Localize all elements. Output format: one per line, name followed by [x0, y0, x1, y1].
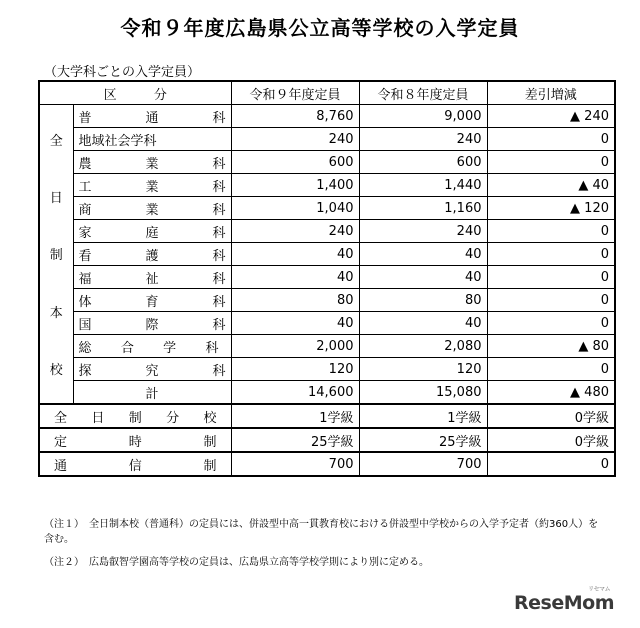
cell-r9: 8,760	[231, 105, 359, 128]
cell-r8: 600	[359, 151, 487, 174]
cell-r9: 40	[231, 312, 359, 335]
cell-r9: 2,000	[231, 335, 359, 358]
table-row	[39, 335, 615, 358]
cell-diff: ▲ 240	[487, 105, 615, 128]
table-row	[39, 358, 615, 381]
table-row	[39, 174, 615, 197]
table-row	[39, 105, 615, 128]
table-row	[39, 197, 615, 220]
row-label: 工 業 科	[73, 174, 231, 197]
note-2: （注２） 広島叡智学園高等学校の定員は、広島県立高等学校学則により別に定める。	[44, 557, 429, 568]
cell-r9: 240	[231, 220, 359, 243]
table-row	[39, 266, 615, 289]
cell-r8: 700	[359, 452, 487, 476]
logo-kana: リセマム	[588, 586, 610, 593]
table-row	[39, 243, 615, 266]
row-label: 普 通 科	[73, 105, 231, 128]
cell-r9: 120	[231, 358, 359, 381]
total-diff: ▲ 480	[487, 381, 615, 405]
cell-r8: 9,000	[359, 105, 487, 128]
total-label: 計	[73, 381, 231, 405]
table-row	[39, 404, 615, 428]
cell-r9: 1学級	[231, 404, 359, 428]
row-label: 体 育 科	[73, 289, 231, 312]
cell-r9: 700	[231, 452, 359, 476]
table-row	[39, 128, 615, 151]
table-row	[39, 289, 615, 312]
row-label: 地域社会学科	[73, 128, 231, 151]
cell-r8: 40	[359, 266, 487, 289]
row-label: 定 時 制	[39, 428, 231, 452]
cell-diff: 0	[487, 151, 615, 174]
cell-diff: 0	[487, 266, 615, 289]
cell-r8: 25学級	[359, 428, 487, 452]
cell-r9: 1,040	[231, 197, 359, 220]
header-r8: 令和８年度定員	[359, 81, 487, 105]
cell-diff: 0	[487, 128, 615, 151]
cell-r9: 600	[231, 151, 359, 174]
table-row	[39, 312, 615, 335]
row-label: 通 信 制	[39, 452, 231, 476]
header-row	[39, 81, 615, 105]
cell-r8: 40	[359, 312, 487, 335]
row-label: 農 業 科	[73, 151, 231, 174]
cell-r9: 25学級	[231, 428, 359, 452]
enrollment-table	[38, 80, 616, 477]
cell-r8: 80	[359, 289, 487, 312]
cell-r9: 40	[231, 243, 359, 266]
row-label: 総 合 学 科	[73, 335, 231, 358]
cell-r8: 240	[359, 220, 487, 243]
header-r9: 令和９年度定員	[231, 81, 359, 105]
table-subtitle: （大学科ごとの入学定員）	[44, 65, 201, 80]
table-row	[39, 428, 615, 452]
cell-r8: 1,440	[359, 174, 487, 197]
total-row	[39, 381, 615, 405]
cell-diff: ▲ 120	[487, 197, 615, 220]
table-row	[39, 151, 615, 174]
cell-r8: 120	[359, 358, 487, 381]
resemom-logo	[514, 586, 614, 614]
cell-r8: 40	[359, 243, 487, 266]
cell-r9: 40	[231, 266, 359, 289]
cell-diff: 0学級	[487, 428, 615, 452]
cell-r9: 1,400	[231, 174, 359, 197]
cell-diff: 0	[487, 220, 615, 243]
cell-diff: 0	[487, 243, 615, 266]
note-1: （注１） 全日制本校（普通科）の定員には、併設型中高一貫教育校における併設型中学校からの入学予定者（約360人）を含む。	[44, 519, 599, 545]
cell-diff: ▲ 40	[487, 174, 615, 197]
header-diff: 差引増減	[487, 81, 615, 105]
cell-diff: 0	[487, 452, 615, 476]
cell-r8: 1学級	[359, 404, 487, 428]
row-label: 探 究 科	[73, 358, 231, 381]
row-label: 国 際 科	[73, 312, 231, 335]
header-category: 区 分	[39, 81, 231, 105]
cell-r8: 2,080	[359, 335, 487, 358]
cell-r9: 240	[231, 128, 359, 151]
table-row	[39, 452, 615, 476]
total-r9: 14,600	[231, 381, 359, 405]
cell-r8: 1,160	[359, 197, 487, 220]
row-label: 福 祉 科	[73, 266, 231, 289]
total-r8: 15,080	[359, 381, 487, 405]
row-label: 看 護 科	[73, 243, 231, 266]
cell-diff: 0	[487, 289, 615, 312]
cell-diff: 0	[487, 312, 615, 335]
logo-text: ReseMom	[514, 592, 614, 614]
row-label: 家 庭 科	[73, 220, 231, 243]
cell-r9: 80	[231, 289, 359, 312]
cell-diff: ▲ 80	[487, 335, 615, 358]
cell-r8: 240	[359, 128, 487, 151]
side-label: 全 日 制 本 校	[39, 105, 73, 405]
table-row	[39, 220, 615, 243]
cell-diff: 0	[487, 358, 615, 381]
row-label: 全 日 制 分 校	[39, 404, 231, 428]
cell-diff: 0学級	[487, 404, 615, 428]
page-title: 令和９年度広島県公立高等学校の入学定員	[120, 16, 520, 40]
row-label: 商 業 科	[73, 197, 231, 220]
